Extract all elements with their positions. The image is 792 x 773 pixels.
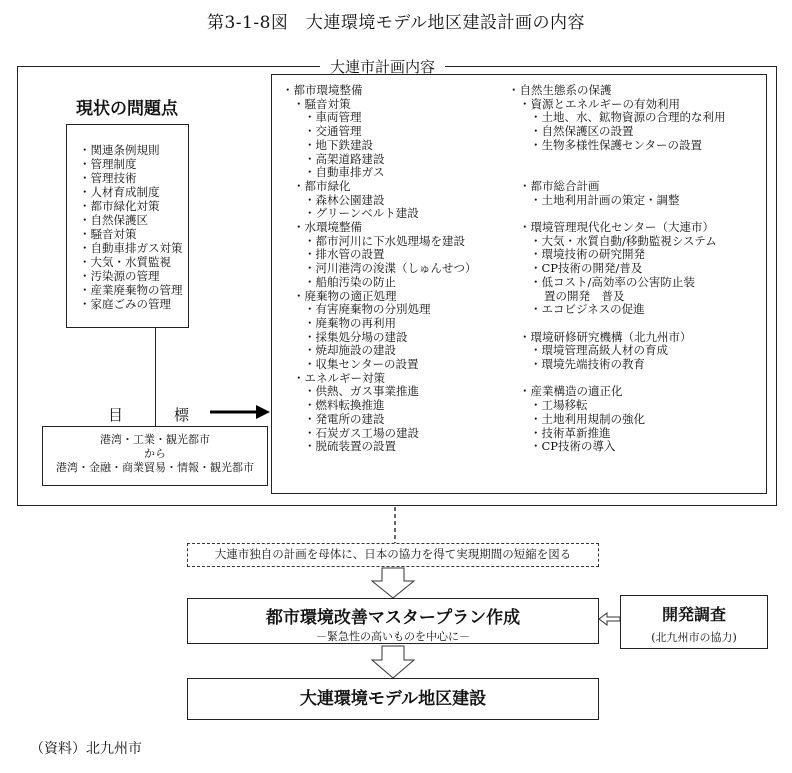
plan-item: ・車両管理 [304,110,362,125]
plan-item: ・技術革新推進 [530,425,611,440]
current-issues-heading: 現状の問題点 [76,99,178,119]
issue-item: ・産業廃棄物の管理 [79,283,183,297]
master-plan-title: 都市環境改善マスタープラン作成 [265,608,521,628]
goal-line-2: から [144,447,166,460]
plan-item: ・エコビジネスの促進 [530,302,645,317]
development-survey-box [620,595,768,649]
hollow-down-arrow-icon-2 [368,645,418,679]
development-survey-subtitle: (北九州市の協力) [651,631,737,644]
goal-line-1: 港湾・工業・観光都市 [100,433,210,446]
hollow-down-arrow-icon [368,567,418,599]
plan-item: ・有害廃棄物の分別処理 [304,302,431,317]
plan-item: ・工場移転 [530,398,588,413]
goal-label: 目 標 [108,406,208,424]
plan-item: ・土地利用規制の強化 [530,411,645,426]
plan-item: ・石炭ガス工場の建設 [304,425,419,440]
plan-item: ・排水管の設置 [304,247,385,262]
goal-box [42,426,268,486]
issue-item: ・都市緑化対策 [79,199,160,213]
plan-item: ・廃棄物の再利用 [304,315,396,330]
issue-item: ・関連条例規則 [79,143,160,157]
plan-item: ・船舶汚染の防止 [304,274,396,289]
plan-item: ・燃料転換推進 [304,398,385,413]
plan-subcategory: ・環境管理現代化センター（大連市） [519,219,715,234]
current-issues-box [66,124,189,328]
dashed-note: 大連市独自の計画を母体に、日本の協力を得て実現期間の短縮を図る [187,543,599,567]
spacer [508,153,726,167]
issue-item: ・管理技術 [79,171,137,185]
goal-line-3: 港湾・金融・商業貿易・情報・観光都市 [56,461,254,474]
plan-item: ・CP技術の開発/普及 [530,261,643,276]
plan-item: ・環境技術の研究開発 [530,247,645,262]
plan-right-column [508,84,726,454]
plan-item: ・河川港湾の浚渫（しゅんせつ） [304,261,477,276]
plan-item: ・焼却施設の建設 [304,343,396,358]
plan-item: ・地下鉄建設 [304,137,373,152]
plan-item: ・自動車排ガス [304,165,385,180]
right-arrow-icon [210,402,272,422]
plan-item: ・低コスト/高効率の公害防止装 [530,274,695,289]
plan-item: ・都市河川に下水処理場を建設 [304,233,465,248]
plan-item: ・発電所の建設 [304,411,385,426]
issue-item: ・家庭ごみの管理 [79,297,171,311]
plan-item: ・脱硫装置の設置 [304,439,396,454]
plan-item: ・土地、水、鉱物資源の合理的な利用 [530,110,726,125]
spacer [508,372,726,386]
plan-subcategory: ・騒音対策 [293,96,351,111]
plan-item: ・交通管理 [304,124,362,139]
figure-title: 第3-1-8図 大連環境モデル地区建設計画の内容 [206,13,586,33]
plan-frame-label: 大連市計画内容 [320,56,445,77]
plan-category: ・都市環境整備 [282,83,363,97]
left-arrow-icon [599,611,621,627]
plan-subcategory: ・環境研修研究機構（北九州市） [519,329,692,344]
plan-subcategory: ・廃棄物の適正処理 [293,288,397,303]
plan-item: ・高架道路建設 [304,151,385,166]
plan-item: ・供熱、ガス事業推進 [304,384,419,399]
plan-item: ・グリーンベルト建設 [304,206,419,221]
development-survey-title: 開発調査 [661,605,726,624]
issue-item: ・汚染源の管理 [79,269,160,283]
plan-subcategory: ・産業構造の適正化 [519,384,623,399]
plan-item: ・生物多様性保護センターの設置 [530,137,703,152]
down-arrow-icon [360,507,430,543]
plan-subcategory: ・資源とエネルギーの有効利用 [519,96,680,111]
final-box: 大連環境モデル地区建設 [187,678,599,720]
plan-item: ・大気・水質自動/移動監視システム [530,233,717,248]
plan-item: ・収集センターの設置 [304,357,419,372]
plan-category: ・自然生態系の保護 [508,83,612,97]
plan-item: ・土地利用計画の策定・調整 [530,192,680,207]
plan-subcategory: ・都市総合計画 [519,178,600,193]
plan-item: ・採集処分場の建設 [304,329,408,344]
source-note: （資料）北九州市 [30,741,142,757]
master-plan-box [187,598,599,644]
issue-item: ・管理制度 [79,157,137,171]
plan-subcategory: ・都市緑化 [293,178,351,193]
spacer [508,166,726,180]
spacer [508,317,726,331]
plan-left-column [282,84,477,454]
plan-item: ・自然保護区の設置 [530,124,634,139]
plan-item: ・CP技術の導入 [530,439,616,454]
issue-item: ・騒音対策 [79,227,137,241]
issue-item: ・自動車排ガス対策 [79,241,183,255]
plan-item: ・森林公園建設 [304,192,385,207]
issue-item: ・大気・水質監視 [79,255,171,269]
issue-item: ・人材育成制度 [79,185,160,199]
plan-item: ・環境先端技術の教育 [530,357,645,371]
spacer [508,207,726,221]
issue-item: ・自然保護区 [79,213,148,227]
plan-item: 置の開発 普及 [544,288,625,303]
plan-subcategory: ・水環境整備 [293,220,362,235]
plan-subcategory: ・エネルギー対策 [293,370,385,385]
plan-item: ・環境管理高級人材の育成 [530,343,668,358]
master-plan-subtitle: －緊急性の高いものを中心に－ [316,630,470,643]
